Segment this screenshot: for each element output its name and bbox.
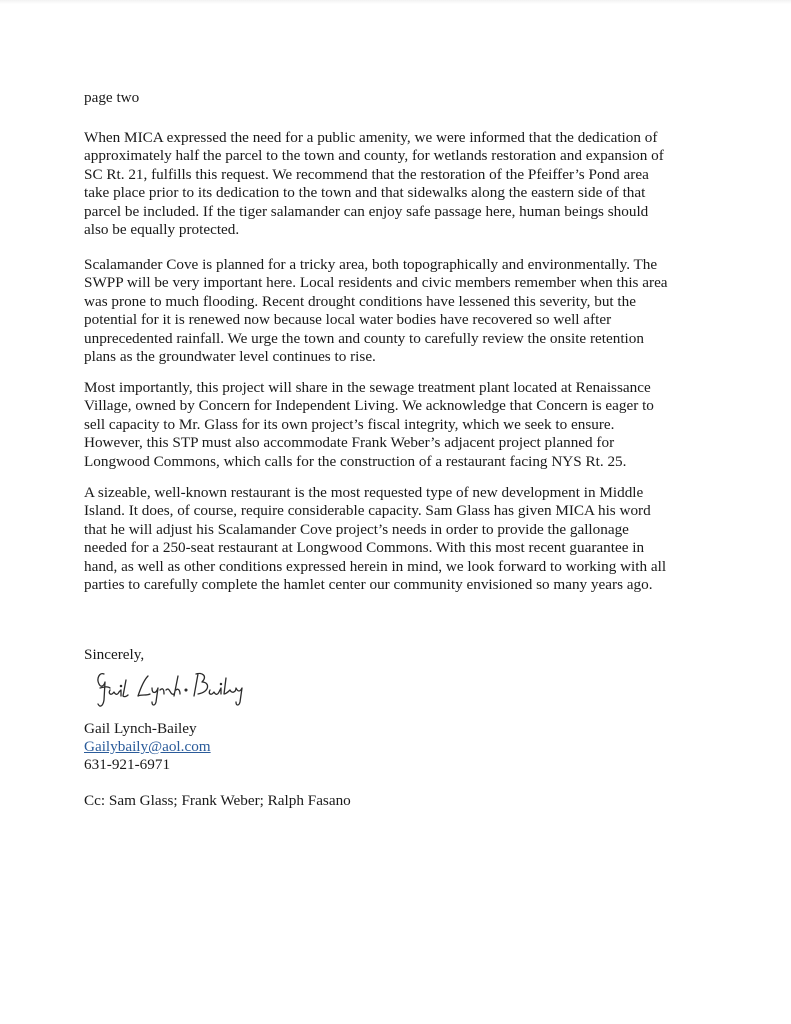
text-line: that he will adjust his Scalamander Cove project’s needs in order to provide the gallonage — [84, 520, 629, 538]
text-line: Most importantly, this project will share in the sewage treatment plant located at Renaissance — [84, 379, 651, 396]
paragraph-public-amenity — [84, 129, 744, 239]
salutation: Sincerely, — [84, 646, 145, 663]
paragraph-sewage-plant — [84, 379, 744, 471]
cc-line: Cc: Sam Glass; Frank Weber; Ralph Fasano — [84, 792, 351, 809]
text-line: unprecedented rainfall. We urge the town and county to carefully review the onsite retention — [84, 329, 644, 347]
text-line: approximately half the parcel to the town and county, for wetlands restoration and expansion of — [84, 147, 664, 165]
text-line: parcel be included. If the tiger salamander can enjoy safe passage here, human beings should — [84, 202, 649, 220]
text-line: Island. It does, of course, require considerable capacity. Sam Glass has given MICA his word — [84, 502, 651, 520]
text-line: needed for a 250-seat restaurant at Longwood Commons. With this most recent guarantee in — [84, 539, 645, 557]
text-line: parties to carefully complete the hamlet center our community envisioned so many years ago. — [84, 576, 653, 594]
text-line: Village, owned by Concern for Independent Living. We acknowledge that Concern is eager to — [84, 397, 654, 415]
text-line: A sizeable, well-known restaurant is the most requested type of new development in Middle — [84, 484, 644, 501]
signature-icon — [90, 666, 290, 710]
text-line: sell capacity to Mr. Glass for its own project’s fiscal integrity, which we seek to ensure. — [84, 415, 615, 433]
scan-edge — [0, 0, 791, 4]
text-line: take place prior to its dedication to the town and that sidewalks along the eastern side of that — [84, 184, 646, 202]
text-line: plans as the groundwater level continues to rise. — [84, 348, 376, 366]
signer-name: Gail Lynch-Bailey — [84, 720, 197, 737]
paragraph-restaurant — [84, 484, 744, 594]
text-line: hand, as well as other conditions expressed herein in mind, we look forward to working with all — [84, 557, 667, 575]
signer-phone: 631-921-6971 — [84, 756, 171, 773]
text-line: Longwood Commons, which calls for the construction of a restaurant facing NYS Rt. 25. — [84, 452, 627, 470]
text-line: was prone to much flooding. Recent drought conditions have lessened this severity, but the — [84, 292, 636, 310]
text-line: However, this STP must also accommodate Frank Weber’s adjacent project planned for — [84, 434, 615, 452]
email-link[interactable]: Gailybaily@aol.com — [84, 738, 211, 755]
signer-email — [84, 738, 744, 756]
page-label: page two — [84, 89, 140, 106]
text-line: When MICA expressed the need for a public amenity, we were informed that the dedication of — [84, 129, 658, 146]
text-line: SWPP will be very important here. Local residents and civic members remember when this area — [84, 274, 668, 292]
text-line: SC Rt. 21, fulfills this request. We recommend that the restoration of the Pfeiffer’s Pond area — [84, 165, 649, 183]
text-line: Scalamander Cove is planned for a tricky area, both topographically and environmentally. The — [84, 256, 658, 273]
text-line: also be equally protected. — [84, 221, 240, 239]
paragraph-scalamander-cove — [84, 256, 744, 366]
text-line: potential for it is renewed now because local water bodies have recovered so well after — [84, 311, 612, 329]
